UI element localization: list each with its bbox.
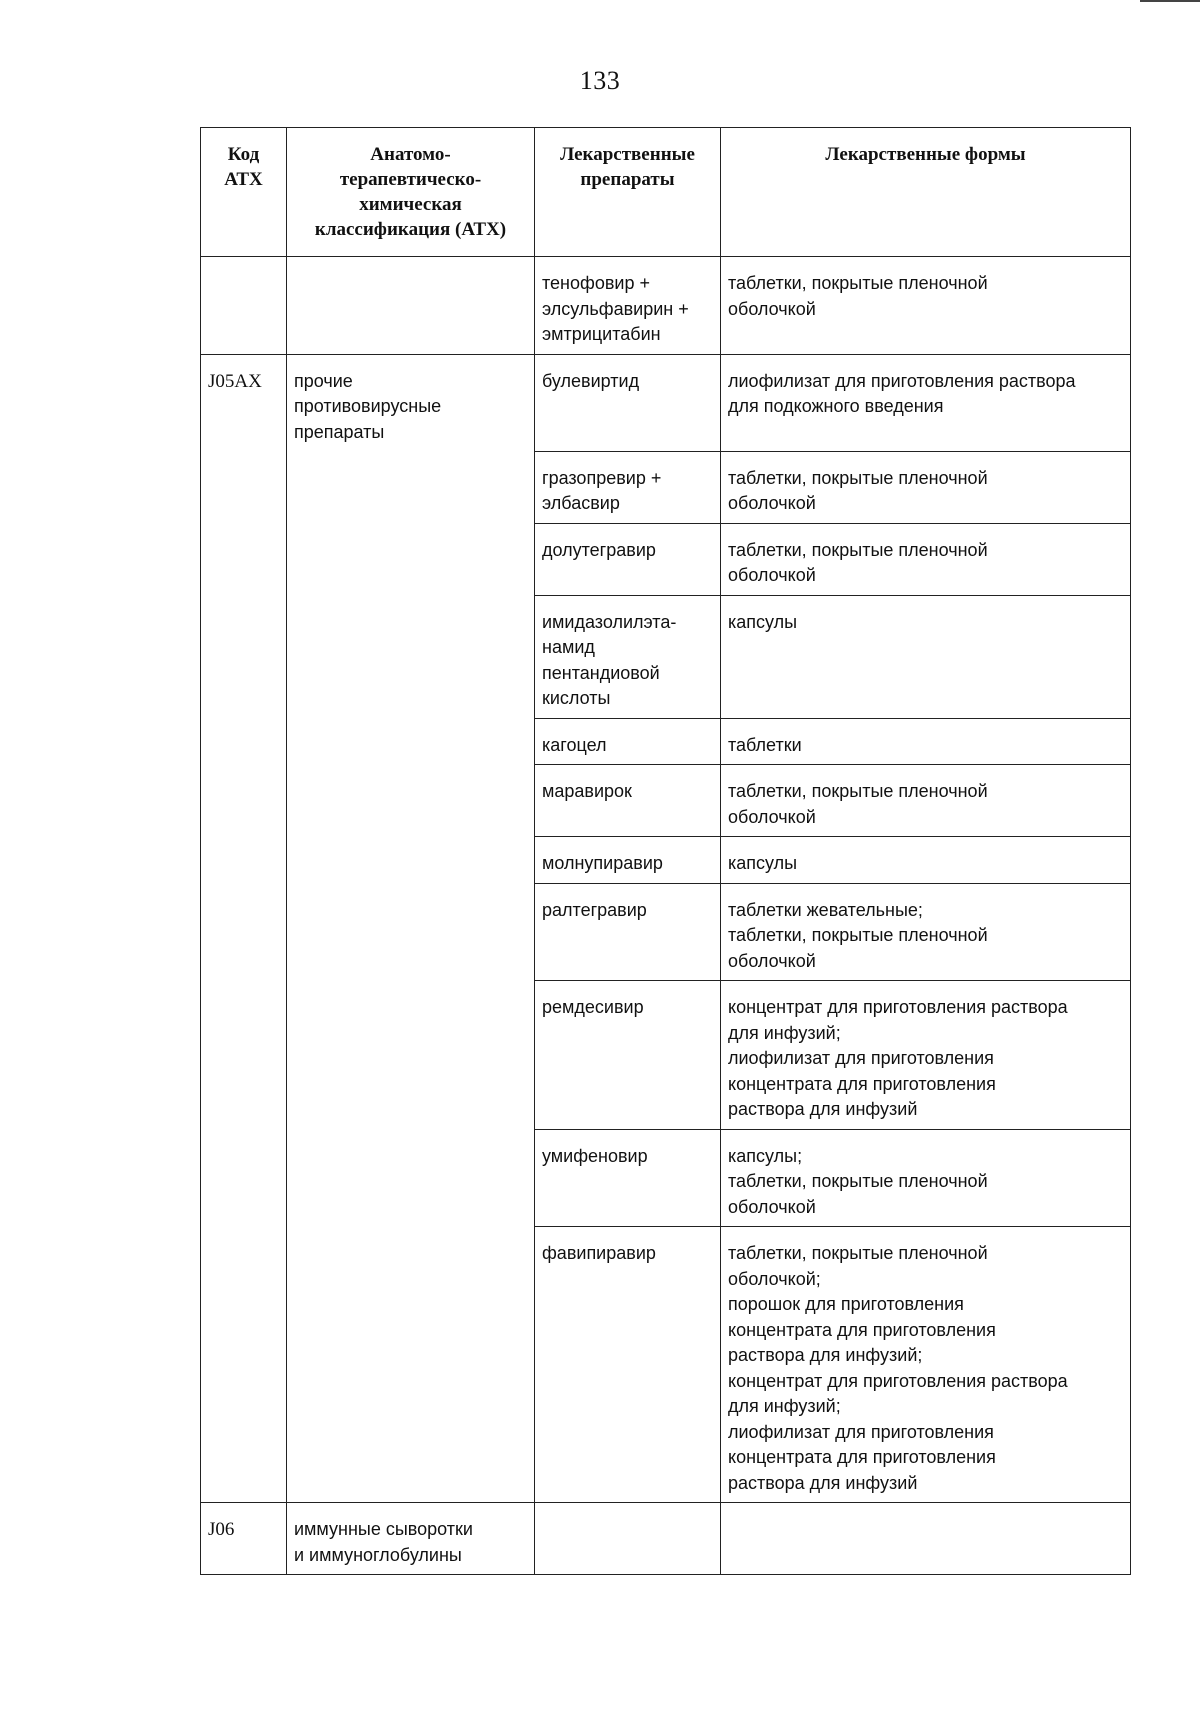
dosage-form-line: для инфузий; <box>728 1022 841 1043</box>
atc-code-cell <box>201 1227 287 1503</box>
atc-drug-table <box>200 127 1131 1575</box>
classification-cell <box>287 765 535 837</box>
drug-line: имидазолилэта- <box>542 611 677 632</box>
dosage-form-line: таблетки, покрытые пленочной <box>728 539 988 560</box>
header-classification-line: химическая <box>359 194 462 215</box>
classification-line: прочие <box>294 370 353 391</box>
atc-code-cell <box>201 257 287 355</box>
dosage-form-line: лиофилизат для приготовления <box>728 1048 994 1068</box>
drug-line: гразопревир + <box>542 467 662 488</box>
classification-cell <box>287 1503 535 1575</box>
drug-line: кислоты <box>542 688 611 708</box>
dosage-form-cell <box>721 257 1131 355</box>
drug-cell <box>535 883 721 981</box>
table-row <box>201 523 1131 595</box>
dosage-form-line: капсулы <box>728 611 798 632</box>
dosage-form-line: таблетки, покрытые пленочной <box>728 273 988 293</box>
drug-cell <box>535 981 721 1130</box>
dosage-form-line: раствора для инфузий <box>728 1099 918 1119</box>
table-row <box>201 257 1131 355</box>
header-code-line: Код <box>227 144 260 165</box>
classification-cell <box>287 883 535 981</box>
drug-line: кагоцел <box>542 734 607 755</box>
dosage-form-line: капсулы; <box>728 1145 803 1166</box>
classification-cell <box>287 1227 535 1503</box>
table-row <box>201 1129 1131 1227</box>
header-code-line: АТХ <box>224 169 263 190</box>
dosage-form-line: оболочкой <box>728 298 816 319</box>
dosage-form-cell <box>721 523 1131 595</box>
classification-cell <box>287 1129 535 1227</box>
drug-line: ремдесивир <box>542 997 644 1017</box>
dosage-form-cell <box>721 1227 1131 1503</box>
header-classification-line: терапевтическо- <box>339 169 482 190</box>
dosage-form-line: лиофилизат для приготовления <box>728 1421 994 1442</box>
drug-cell <box>535 837 721 884</box>
atc-code-cell <box>201 883 287 981</box>
dosage-form-cell <box>721 1503 1131 1575</box>
table-row <box>201 981 1131 1130</box>
table-row <box>201 837 1131 884</box>
classification-cell <box>287 523 535 595</box>
dosage-form-cell <box>721 981 1131 1130</box>
atc-code-cell <box>201 718 287 765</box>
header-drugs-line: Лекарственные <box>560 144 695 165</box>
page-number: 133 <box>579 66 621 95</box>
dosage-form-line: оболочкой <box>728 806 816 827</box>
table-row <box>201 595 1131 718</box>
table-body <box>201 257 1131 1575</box>
dosage-form-cell <box>721 837 1131 884</box>
classification-cell <box>287 451 535 523</box>
drug-line: булевиртид <box>542 370 640 391</box>
classification-cell <box>287 595 535 718</box>
drug-cell <box>535 765 721 837</box>
dosage-form-line: лиофилизат для приготовления раствора <box>728 370 1076 391</box>
table-row <box>201 718 1131 765</box>
corner-rule <box>1140 0 1200 2</box>
dosage-form-line: капсулы <box>728 853 798 873</box>
drug-line: тенофовир + <box>542 273 650 293</box>
dosage-form-line: оболочкой <box>728 493 816 513</box>
dosage-form-line: для подкожного введения <box>728 396 944 416</box>
table-row <box>201 1503 1131 1575</box>
drug-cell <box>535 595 721 718</box>
atc-code-cell <box>201 451 287 523</box>
dosage-form-line: таблетки, покрытые пленочной <box>728 467 988 488</box>
dosage-form-line: раствора для инфузий <box>728 1472 918 1493</box>
header-classification-line: классификация (АТХ) <box>314 219 507 240</box>
drug-line: фавипиравир <box>542 1243 656 1263</box>
dosage-form-line: концентрата для приготовления <box>728 1447 996 1467</box>
classification-line: препараты <box>294 421 385 442</box>
dosage-form-line: раствора для инфузий; <box>728 1345 923 1365</box>
drug-cell <box>535 1129 721 1227</box>
header-classification <box>287 128 535 257</box>
atc-code-cell <box>201 523 287 595</box>
dosage-form-cell <box>721 451 1131 523</box>
drug-line: элбасвир <box>542 493 620 513</box>
dosage-form-line: таблетки, покрытые пленочной <box>728 1171 988 1191</box>
dosage-form-line: таблетки жевательные; <box>728 899 923 920</box>
atc-code-cell <box>201 595 287 718</box>
table-row <box>201 765 1131 837</box>
drug-line: маравирок <box>542 781 632 801</box>
classification-line: иммунные сыворотки <box>294 1519 473 1539</box>
header-drugs <box>535 128 721 257</box>
dosage-form-line: таблетки, покрытые пленочной <box>728 781 988 801</box>
dosage-form-line: концентрата для приготовления <box>728 1073 996 1094</box>
drug-cell <box>535 1503 721 1575</box>
drug-cell <box>535 523 721 595</box>
dosage-form-line: для инфузий; <box>728 1396 841 1416</box>
table-header-row <box>201 128 1131 257</box>
table-row <box>201 883 1131 981</box>
header-forms <box>721 128 1131 257</box>
dosage-form-cell <box>721 765 1131 837</box>
atc-code-cell <box>201 765 287 837</box>
atc-code-cell: J06 <box>201 1503 287 1575</box>
dosage-form-cell <box>721 595 1131 718</box>
drug-cell <box>535 718 721 765</box>
table-row <box>201 354 1131 451</box>
dosage-form-line: таблетки, покрытые пленочной <box>728 1243 988 1263</box>
drug-line: намид <box>542 637 595 657</box>
drug-line: элсульфавирин + <box>542 298 689 319</box>
table-row <box>201 451 1131 523</box>
atc-code-cell: J05AX <box>201 354 287 451</box>
classification-cell <box>287 718 535 765</box>
classification-line: противовирусные <box>294 396 442 416</box>
dosage-form-cell <box>721 354 1131 451</box>
classification-cell <box>287 354 535 451</box>
drug-line: долутегравир <box>542 539 656 560</box>
table-row <box>201 1227 1131 1503</box>
dosage-form-line: концентрат для приготовления раствора <box>728 1370 1068 1391</box>
dosage-form-line: оболочкой <box>728 950 816 971</box>
drug-line: умифеновир <box>542 1145 648 1166</box>
drug-cell <box>535 354 721 451</box>
drug-line: эмтрицитабин <box>542 324 661 344</box>
dosage-form-cell <box>721 1129 1131 1227</box>
classification-cell <box>287 257 535 355</box>
header-drugs-line: препараты <box>580 169 675 190</box>
dosage-form-line: оболочкой <box>728 1196 816 1217</box>
header-code <box>201 128 287 257</box>
classification-cell <box>287 837 535 884</box>
drug-cell <box>535 257 721 355</box>
classification-cell <box>287 981 535 1130</box>
drug-cell <box>535 1227 721 1503</box>
dosage-form-line: порошок для приготовления <box>728 1294 964 1314</box>
dosage-form-line: оболочкой; <box>728 1268 821 1289</box>
dosage-form-cell <box>721 883 1131 981</box>
drug-line: ралтегравир <box>542 899 647 920</box>
dosage-form-line: концентрат для приготовления раствора <box>728 997 1068 1017</box>
header-classification-line: Анатомо- <box>370 144 451 165</box>
header-forms-line: Лекарственные формы <box>825 144 1026 165</box>
dosage-form-line: концентрата для приготовления <box>728 1319 996 1340</box>
drug-line: пентандиовой <box>542 662 660 683</box>
drug-cell <box>535 451 721 523</box>
dosage-form-line: таблетки, покрытые пленочной <box>728 925 988 945</box>
classification-line: и иммуноглобулины <box>294 1544 462 1565</box>
atc-code-cell <box>201 981 287 1130</box>
dosage-form-cell <box>721 718 1131 765</box>
atc-code-cell <box>201 837 287 884</box>
dosage-form-line: таблетки <box>728 734 802 755</box>
drug-line: молнупиравир <box>542 853 663 873</box>
atc-code-cell <box>201 1129 287 1227</box>
dosage-form-line: оболочкой <box>728 565 816 585</box>
